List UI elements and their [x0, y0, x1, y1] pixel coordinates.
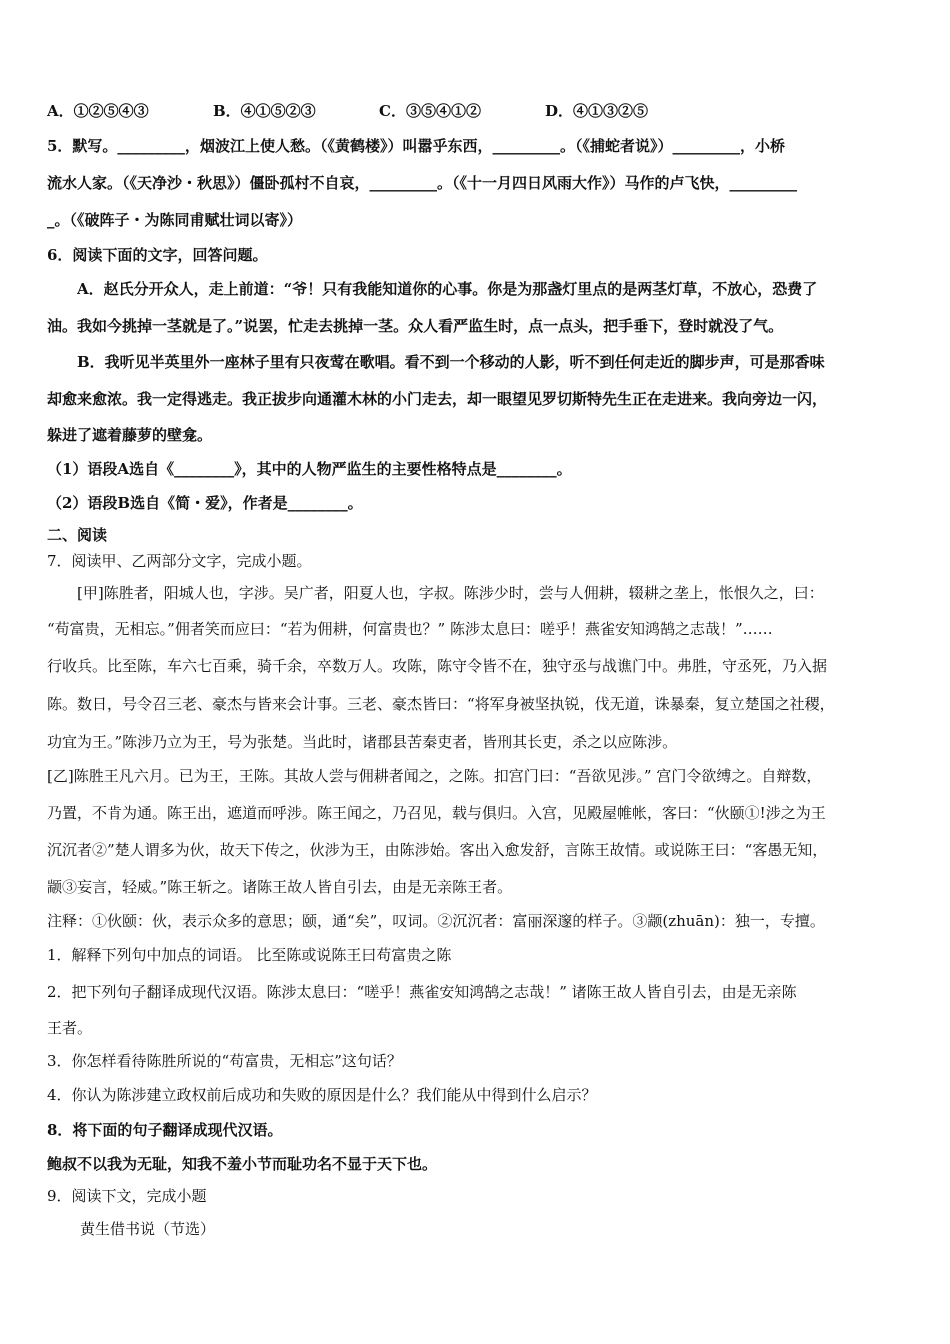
q6-passage-a-line1: A．赵氏分开众人，走上前道：“爷！只有我能知道你的心事。你是为那盏灯里点的是两茎灯草，不放心，恐费了 [77, 280, 818, 298]
choice-d: D．④①③②⑤ [545, 102, 649, 120]
q7-yi-line3: 沉沉者②”楚人谓多为伙，故天下传之，伙涉为王，由陈涉始。客出入愈发舒，言陈王故情。或说陈王曰：“客愚无知， [47, 841, 828, 859]
q8-title: 8．将下面的句子翻译成现代汉语。 [47, 1121, 283, 1139]
q4-choices [47, 100, 910, 122]
q9-title: 9．阅读下文，完成小题 [47, 1187, 207, 1205]
q6-sub1: （1）语段A选自《________》，其中的人物严监生的主要性格特点是________。 [47, 460, 572, 478]
q7-sub1: 1．解释下列句中加点的词语。 比至陈或说陈王曰苟富贵之陈 [47, 946, 452, 964]
q8-sentence: 鲍叔不以我为无耻，知我不羞小节而耻功名不显于天下也。 [47, 1155, 438, 1173]
choice-b: B．④①⑤②③ [213, 102, 316, 120]
q7-jia-line5: 功宜为王。”陈涉乃立为王，号为张楚。当此时，诸郡县苦秦吏者，皆刑其长吏，杀之以应陈涉。 [47, 733, 678, 751]
section-heading: 二、阅读 [47, 526, 108, 544]
q7-yi-line2: 乃置，不肯为通。陈王出，遮道而呼涉。陈王闻之，乃召见，载与俱归。入宫，见殿屋帷帐，客曰：“伙颐①!涉之为王 [47, 804, 826, 822]
q7-sub2-line2: 王者。 [47, 1019, 93, 1037]
q6-sub2: （2）语段B选自《简・爱》，作者是________。 [47, 494, 363, 512]
q9-subtitle: 黄生借书说（节选） [80, 1220, 216, 1238]
q6-passage-b-line1: B．我听见半英里外一座林子里有只夜莺在歌唱。看不到一个移动的人影，听不到任何走近的脚步声，可是那香味 [77, 353, 825, 371]
q7-sub2-line1: 2．把下列句子翻译成现代汉语。陈涉太息曰：“嗟乎！燕雀安知鸿鹄之志哉！” 诸陈王故人皆自引去，由是无亲陈 [47, 983, 797, 1001]
q5-line2: 流水人家。（《天净沙・秋思》）僵卧孤村不自哀，_________。（《十一月四日风雨大作》）马作的卢飞快，_________ [47, 174, 798, 192]
q7-yi-line4: 颛③妄言，轻威。”陈王斩之。诸陈王故人皆自引去，由是无亲陈王者。 [47, 878, 513, 896]
q7-sub3: 3．你怎样看待陈胜所说的“苟富贵，无相忘”这句话？ [47, 1052, 402, 1070]
q7-title: 7．阅读甲、乙两部分文字，完成小题。 [47, 552, 312, 570]
q5-line1: 5．默写。_________，烟波江上使人愁。（《黄鹤楼》）叫嚣乎东西，_________。（《捕蛇者说》）_________，小桥 [47, 137, 785, 155]
q6-passage-a-line2: 油。我如今挑掉一茎就是了。”说罢，忙走去挑掉一茎。众人看严监生时，点一点头，把手垂下，登时就没了气。 [47, 317, 784, 335]
q7-jia-line4: 陈。数日，号令召三老、豪杰与皆来会计事。三老、豪杰皆曰：“将军身被坚执锐，伐无道，诛暴秦，复立楚国之社稷， [47, 695, 835, 713]
choice-a: A．①②⑤④③ [47, 102, 149, 120]
choice-c: C．③⑤④①② [379, 102, 481, 120]
q7-jia-line2: “苟富贵，无相忘。”佣者笑而应曰：“若为佣耕，何富贵也？” 陈涉太息曰：嗟乎！燕雀安知鸿鹄之志哉！”…… [47, 620, 773, 638]
q7-jia-line1: [甲]陈胜者，阳城人也，字涉。吴广者，阳夏人也，字叔。陈涉少时，尝与人佣耕，辍耕之垄上，怅恨久之，曰： [77, 584, 824, 602]
q6-passage-b-line2: 却愈来愈浓。我一定得逃走。我正拔步向通灌木林的小门走去，却一眼望见罗切斯特先生正在走进来。我向旁边一闪， [47, 390, 828, 408]
q7-yi-line1: [乙]陈胜王凡六月。已为王，王陈。其故人尝与佣耕者闻之，之陈。扣宫门曰：“吾欲见涉。” 宫门令欲缚之。自辩数， [47, 767, 822, 785]
q5-line3: _。（《破阵子・为陈同甫赋壮词以寄》） [47, 211, 303, 229]
q6-passage-b-line3: 躲进了遮着藤萝的壁龛。 [47, 426, 213, 444]
q7-notes: 注释：①伙颐：伙，表示众多的意思；颐，通“矣”，叹词。②沉沉者：富丽深邃的样子。③颛(zhuān)：独一，专擅。 [47, 912, 825, 930]
q7-sub4: 4．你认为陈涉建立政权前后成功和失败的原因是什么？我们能从中得到什么启示？ [47, 1086, 597, 1104]
q6-title: 6．阅读下面的文字，回答问题。 [47, 246, 268, 264]
q7-jia-line3: 行收兵。比至陈，车六七百乘，骑千余，卒数万人。攻陈，陈守令皆不在，独守丞与战谯门中。弗胜，守丞死，乃入据 [47, 657, 828, 675]
